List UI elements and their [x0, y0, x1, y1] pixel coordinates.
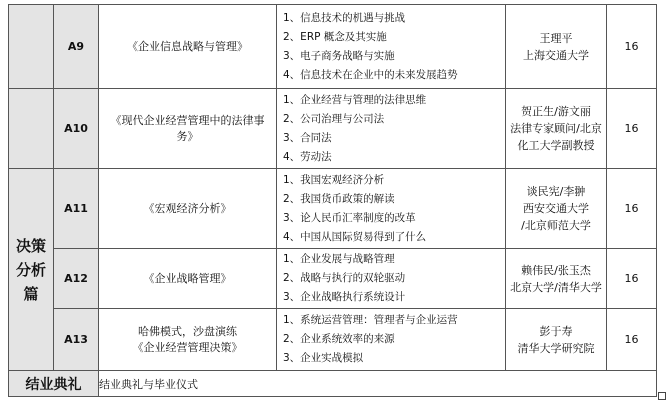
- graduation-label: 结业典礼: [9, 371, 99, 397]
- section-cell-top: [9, 5, 54, 89]
- table-row: [9, 249, 657, 309]
- course-code: A11: [54, 169, 99, 249]
- course-title: 《宏观经济分析》: [99, 169, 277, 249]
- topic-item: 3、论人民币汇率制度的改革: [283, 211, 416, 224]
- hours: 16: [607, 249, 657, 309]
- section-cell-top-cont: [9, 89, 54, 169]
- table-row: [9, 169, 657, 249]
- topic-item: 1、企业经营与管理的法律思维: [283, 93, 427, 106]
- course-code: A13: [54, 309, 99, 371]
- course-title: 《现代企业经营管理中的法律事务》: [99, 89, 277, 169]
- topic-list: [277, 89, 506, 169]
- section-label-decision: 决策 分析 篇: [9, 169, 54, 371]
- topic-item: 3、企业战略执行系统设计: [283, 291, 406, 303]
- course-title: 《企业战略管理》: [99, 249, 277, 309]
- topic-item: 4、中国从国际贸易得到了什么: [283, 230, 427, 243]
- end-of-table-marker: [658, 392, 666, 400]
- teacher-info: 谈民宪/李翀 西安交通大学 /北京师范大学: [506, 169, 607, 249]
- course-code: A9: [54, 5, 99, 89]
- topic-item: 3、合同法: [283, 131, 332, 144]
- topic-item: 3、企业实战模拟: [283, 352, 364, 364]
- topic-item: 4、劳动法: [283, 150, 332, 163]
- hours: 16: [607, 309, 657, 371]
- topic-item: 1、信息技术的机遇与挑战: [283, 11, 406, 24]
- course-table: [8, 4, 657, 397]
- topic-list: [277, 169, 506, 249]
- hours: 16: [607, 169, 657, 249]
- topic-item: 3、电子商务战略与实施: [283, 49, 395, 62]
- topic-item: 4、信息技术在企业中的未来发展趋势: [283, 68, 458, 81]
- hours: 16: [607, 5, 657, 89]
- topic-list: [277, 5, 506, 89]
- teacher-info: 赖伟民/张玉杰 北京大学/清华大学: [506, 249, 607, 309]
- table-row: [9, 309, 657, 371]
- table-row: [9, 89, 657, 169]
- course-code: A12: [54, 249, 99, 309]
- topic-item: 1、系统运营管理：管理者与企业运营: [283, 314, 458, 326]
- course-title: 哈佛模式，沙盘演练 《企业经营管理决策》: [99, 309, 277, 371]
- topic-item: 2、企业系统效率的来源: [283, 333, 395, 345]
- topic-list: [277, 249, 506, 309]
- topic-item: 2、ERP 概念及其实施: [283, 30, 387, 43]
- topic-list: [277, 309, 506, 371]
- graduation-text: 结业典礼与毕业仪式: [99, 371, 657, 397]
- topic-item: 1、我国宏观经济分析: [283, 173, 385, 186]
- topic-item: 2、公司治理与公司法: [283, 112, 385, 125]
- course-title: 《企业信息战略与管理》: [99, 5, 277, 89]
- teacher-info: 彭于寿 清华大学研究院: [506, 309, 607, 371]
- topic-item: 2、战略与执行的双轮驱动: [283, 272, 406, 284]
- teacher-info: 贺正生/游文丽 法律专家顾问/北京 化工大学副教授: [506, 89, 607, 169]
- topic-item: 1、企业发展与战略管理: [283, 253, 395, 265]
- graduation-row: [9, 371, 657, 397]
- teacher-info: 王理平 上海交通大学: [506, 5, 607, 89]
- course-code: A10: [54, 89, 99, 169]
- topic-item: 2、我国货币政策的解读: [283, 192, 395, 205]
- hours: 16: [607, 89, 657, 169]
- table-row: [9, 5, 657, 89]
